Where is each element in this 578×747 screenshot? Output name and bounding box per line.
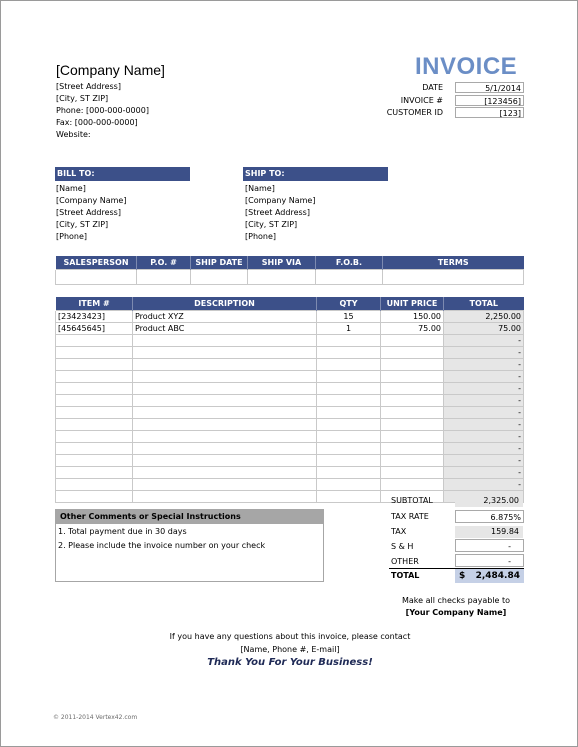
company-address-line: Fax: [000-000-0000] <box>56 118 138 127</box>
line-total-cell: - <box>444 431 524 443</box>
bill-to-line: [Phone] <box>56 232 88 241</box>
date-label: DATE <box>422 83 443 92</box>
unit-price-cell[interactable] <box>381 359 444 371</box>
qty-cell[interactable] <box>317 371 381 383</box>
item-number-cell[interactable] <box>56 491 133 503</box>
items-header-row <box>56 297 524 311</box>
tax-label: TAX <box>391 527 407 536</box>
qty-cell[interactable] <box>317 467 381 479</box>
unit-price-cell[interactable] <box>381 395 444 407</box>
unit-price-cell[interactable] <box>381 479 444 491</box>
customer-id-field[interactable]: [123] <box>455 107 524 118</box>
unit-price-cell[interactable] <box>381 371 444 383</box>
line-total-cell: - <box>444 455 524 467</box>
table-row <box>56 395 524 407</box>
item-number-cell[interactable] <box>56 383 133 395</box>
line-total-cell: - <box>444 467 524 479</box>
table-row <box>56 455 524 467</box>
total-label: TOTAL <box>391 571 420 580</box>
unit-price-cell[interactable]: 150.00 <box>381 311 444 323</box>
description-cell[interactable]: Product ABC <box>133 323 317 335</box>
ship-to-header: SHIP TO: <box>243 167 388 181</box>
other-field[interactable]: - <box>455 554 524 567</box>
table-row <box>56 359 524 371</box>
ship-to-line: [Company Name] <box>245 196 316 205</box>
total-header: TOTAL <box>444 297 524 311</box>
line-total-cell: - <box>444 479 524 491</box>
description-cell[interactable] <box>133 335 317 347</box>
unit-price-cell[interactable] <box>381 431 444 443</box>
currency-symbol: $ <box>459 571 466 581</box>
table-row <box>56 431 524 443</box>
company-address <box>56 81 149 141</box>
grand-total-value: 2,484.84 <box>475 571 520 581</box>
subtotal-value: 2,325.00 <box>455 495 523 507</box>
invoice-title: INVOICE <box>415 53 518 80</box>
unit-price-cell[interactable] <box>381 467 444 479</box>
payable-company: [Your Company Name] <box>405 608 507 617</box>
bill-to-line: [City, ST ZIP] <box>56 220 109 229</box>
table-row <box>56 323 524 335</box>
salesperson-cell[interactable] <box>56 270 137 285</box>
line-total-cell: - <box>444 371 524 383</box>
sh-label: S & H <box>391 542 414 551</box>
unit-price-cell[interactable] <box>381 335 444 347</box>
qty-cell[interactable] <box>317 335 381 347</box>
ship-to-line: [City, ST ZIP] <box>245 220 298 229</box>
item-number-cell[interactable] <box>56 347 133 359</box>
table-row <box>56 443 524 455</box>
other-label: OTHER <box>391 557 419 566</box>
fob-cell[interactable] <box>316 270 383 285</box>
qty-cell[interactable] <box>317 395 381 407</box>
qty-cell[interactable] <box>317 491 381 503</box>
table-row <box>56 383 524 395</box>
table-row <box>56 467 524 479</box>
contact-info: [Name, Phone #, E-mail] <box>240 645 340 654</box>
description-cell[interactable] <box>133 383 317 395</box>
qty-cell[interactable]: 15 <box>317 311 381 323</box>
qty-cell[interactable] <box>317 383 381 395</box>
item-number-cell[interactable] <box>56 371 133 383</box>
line-total-cell: - <box>444 443 524 455</box>
invoice-number-label: INVOICE # <box>400 96 443 105</box>
table-row <box>56 479 524 491</box>
po-header: P.O. # <box>137 256 191 270</box>
qty-cell[interactable] <box>317 407 381 419</box>
table-row <box>56 407 524 419</box>
item-number-cell[interactable] <box>56 407 133 419</box>
customer-id-label: CUSTOMER ID <box>386 108 443 117</box>
ship-via-header: SHIP VIA <box>248 256 316 270</box>
line-total-cell: - <box>444 383 524 395</box>
shipping-header-row <box>56 256 524 270</box>
invoice-number-field[interactable]: [123456] <box>455 95 524 106</box>
description-cell[interactable] <box>133 431 317 443</box>
company-address-line: Phone: [000-000-0000] <box>56 106 149 115</box>
item-number-header: ITEM # <box>56 297 133 311</box>
item-number-cell[interactable] <box>56 479 133 491</box>
table-row <box>56 491 524 503</box>
unit-price-cell[interactable] <box>381 419 444 431</box>
description-cell[interactable] <box>133 479 317 491</box>
bill-to-address <box>56 183 126 243</box>
description-cell[interactable] <box>133 359 317 371</box>
unit-price-cell[interactable] <box>381 347 444 359</box>
description-cell[interactable] <box>133 467 317 479</box>
description-cell[interactable] <box>133 407 317 419</box>
subtotal-label: SUBTOTAL <box>391 496 433 505</box>
line-total-cell: - <box>444 335 524 347</box>
unit-price-cell[interactable]: 75.00 <box>381 323 444 335</box>
payable-text: Make all checks payable to <box>401 596 511 605</box>
thank-you-text: Thank You For Your Business! <box>207 657 373 668</box>
item-number-cell[interactable] <box>56 443 133 455</box>
line-total-cell: - <box>444 359 524 371</box>
line-total-cell: 2,250.00 <box>444 311 524 323</box>
qty-cell[interactable] <box>317 443 381 455</box>
item-number-cell[interactable]: [23423423] <box>56 311 133 323</box>
ship-date-cell[interactable] <box>191 270 248 285</box>
sh-field[interactable]: - <box>455 539 524 552</box>
unit-price-cell[interactable] <box>381 455 444 467</box>
ship-to-line: [Street Address] <box>245 208 310 217</box>
qty-header: QTY <box>317 297 381 311</box>
comment-line: 1. Total payment due in 30 days <box>58 527 187 536</box>
item-number-cell[interactable] <box>56 467 133 479</box>
qty-cell[interactable] <box>317 419 381 431</box>
item-number-cell[interactable] <box>56 455 133 467</box>
line-total-cell: 75.00 <box>444 323 524 335</box>
bill-to-line: [Name] <box>56 184 86 193</box>
description-cell[interactable]: Product XYZ <box>133 311 317 323</box>
table-row <box>56 335 524 347</box>
qty-cell[interactable] <box>317 455 381 467</box>
qty-cell[interactable] <box>317 431 381 443</box>
unit-price-header: UNIT PRICE <box>381 297 444 311</box>
company-address-line: [Street Address] <box>56 82 121 91</box>
description-cell[interactable] <box>133 455 317 467</box>
comments-box[interactable] <box>55 509 324 582</box>
item-number-cell[interactable] <box>56 359 133 371</box>
fob-header: F.O.B. <box>316 256 383 270</box>
company-address-line: Website: <box>56 130 91 139</box>
qty-cell[interactable]: 1 <box>317 323 381 335</box>
qty-cell[interactable] <box>317 479 381 491</box>
bill-to-header: BILL TO: <box>55 167 190 181</box>
comments-body <box>56 525 323 553</box>
unit-price-cell[interactable] <box>381 383 444 395</box>
company-name: [Company Name] <box>56 62 165 78</box>
qty-cell[interactable] <box>317 347 381 359</box>
company-address-line: [City, ST ZIP] <box>56 94 109 103</box>
table-row <box>56 371 524 383</box>
description-cell[interactable] <box>133 491 317 503</box>
item-number-cell[interactable] <box>56 335 133 347</box>
terms-cell[interactable] <box>383 270 524 285</box>
shipping-table <box>55 256 524 285</box>
tax-rate-label: TAX RATE <box>391 512 429 521</box>
bill-to-line: [Street Address] <box>56 208 121 217</box>
qty-cell[interactable] <box>317 359 381 371</box>
copyright: © 2011-2014 Vertex42.com <box>53 714 138 721</box>
item-number-cell[interactable]: [45645645] <box>56 323 133 335</box>
line-total-cell: - <box>444 407 524 419</box>
item-number-cell[interactable] <box>56 395 133 407</box>
description-cell[interactable] <box>133 395 317 407</box>
description-header: DESCRIPTION <box>133 297 317 311</box>
description-cell[interactable] <box>133 347 317 359</box>
contact-question: If you have any questions about this invoice, please contact <box>169 632 411 641</box>
ship-via-cell[interactable] <box>248 270 316 285</box>
terms-header: TERMS <box>383 256 524 270</box>
salesperson-header: SALESPERSON <box>56 256 137 270</box>
grand-total-box <box>455 569 524 583</box>
po-cell[interactable] <box>137 270 191 285</box>
description-cell[interactable] <box>133 419 317 431</box>
table-row <box>56 419 524 431</box>
unit-price-cell[interactable] <box>381 443 444 455</box>
bill-to-line: [Company Name] <box>56 196 127 205</box>
line-total-cell: - <box>444 347 524 359</box>
comments-header: Other Comments or Special Instructions <box>56 510 323 524</box>
date-field[interactable]: 5/1/2014 <box>455 82 524 93</box>
table-row <box>56 311 524 323</box>
ship-to-line: [Phone] <box>245 232 277 241</box>
description-cell[interactable] <box>133 371 317 383</box>
tax-rate-field[interactable]: 6.875% <box>455 510 524 523</box>
items-body <box>56 311 524 503</box>
comment-line: 2. Please include the invoice number on your check <box>58 541 266 550</box>
item-number-cell[interactable] <box>56 431 133 443</box>
line-total-cell: - <box>444 419 524 431</box>
tax-value: 159.84 <box>455 526 523 538</box>
items-table <box>55 297 524 503</box>
shipping-value-row <box>56 270 524 285</box>
ship-to-address <box>245 183 315 243</box>
line-total-cell: - <box>444 395 524 407</box>
ship-to-line: [Name] <box>245 184 275 193</box>
ship-date-header: SHIP DATE <box>191 256 248 270</box>
unit-price-cell[interactable] <box>381 407 444 419</box>
description-cell[interactable] <box>133 443 317 455</box>
item-number-cell[interactable] <box>56 419 133 431</box>
table-row <box>56 347 524 359</box>
